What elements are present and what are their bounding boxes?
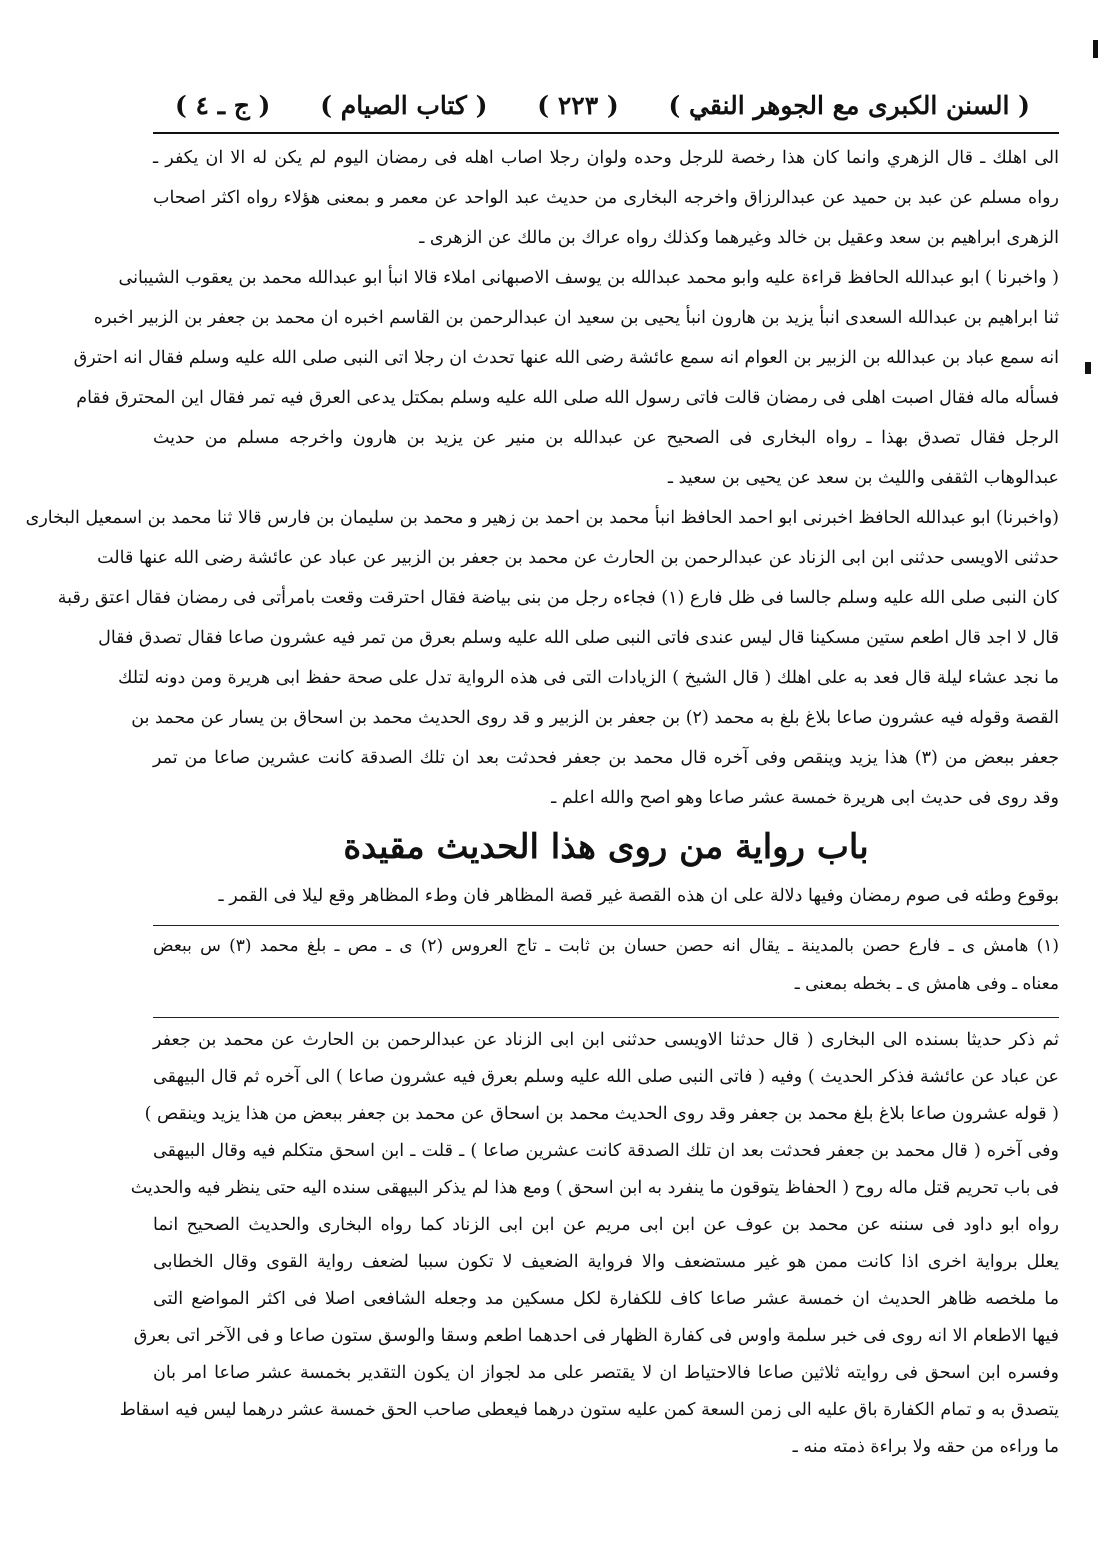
commentary-line: ثم ذكر حديثا بسنده الى البخارى ( قال حدثنا الاويسى حدثنى ابن ابى الزناد عن عبدالرحمن بن الحارث عن محمد بن جعفر	[153, 1030, 1059, 1050]
main-line: جعفر ببعض من (٣) هذا يزيد وينقص وفى آخره قال محمد بن جعفر فحدثت بعد ان تلك الصدقة كانت عشرين صاعا من تمر	[153, 748, 1060, 768]
main-line: عبدالوهاب الثقفى والليث بن سعد عن يحيى بن سعيد ـ	[667, 468, 1059, 488]
main-line: الى اهلك ـ قال الزهري وانما كان هذا رخصة للرجل وحده ولوان رجلا اصاب اهله فى رمضان اليوم لم يكن له الا ان يكفر ـ	[153, 148, 1059, 168]
commentary	[119, 1022, 1059, 1472]
commentary-line: وفى آخره ( قال محمد بن جعفر فحدثت بعد ان تلك الصدقة كانت عشرين صاعا ) ـ قلت ـ ابن اسحق متكلم فيه وقال البيهقى	[153, 1141, 1059, 1161]
header-title: ( السنن الكبرى مع الجوهر النقي )	[668, 90, 1030, 120]
main-line: كان النبى صلى الله عليه وسلم جالسا فى ظل فارع (١) فجاءه رجل من بنى بياضة فقال احترقت وقعت بامرأتى فى رمضان فقال اعتق رقبة	[57, 588, 1059, 608]
commentary-line: ( قوله عشرون صاعا بلاغ بلغ محمد بن جعفر وقد روى الحديث محمد بن اسحاق عن محمد بن جعفر ببعض من هذا يزيد وينقص )	[144, 1104, 1059, 1124]
commentary-line: فى باب تحريم قتل ماله روح ( الحفاظ يتوقون ما ينفرد به ابن اسحق ) ومع هذا لم يذكر البيهقى سنده اليه حتى ينظر فيه والحديث	[130, 1178, 1059, 1198]
header-rule	[153, 132, 1059, 134]
header-page-number: ( ٢٢٣ )	[537, 90, 619, 120]
header-volume: ( ج ـ ٤ )	[175, 90, 271, 120]
main-line: انه سمع عباد بن عبدالله بن الزبير بن العوام انه سمع عائشة رضى الله عنها تحدث ان رجلا اتى النبى صلى الله عليه وسلم فقال انه احترق	[73, 348, 1059, 368]
main-line: الرجل فقال تصدق بهذا ـ رواه البخارى فى الصحيح عن عبدالله بن منير عن يزيد بن هارون واخرجه مسلم من حديث	[153, 428, 1059, 448]
commentary-line: ما وراءه من حقه ولا براءة ذمته منه ـ	[792, 1437, 1059, 1457]
commentary-line: يتصدق به و تمام الكفارة باق عليه الى زمن السعة كمن عليه ستون درهما فيعطى صاحب الحق خمسة عشر درهما ليس فيه اسقاط	[119, 1400, 1059, 1420]
commentary-line: رواه ابو داود فى سننه عن محمد بن عوف عن ابن ابى مريم عن ابن ابى الزناد كما رواه البخارى والحديث الصحيح انما	[153, 1215, 1059, 1235]
commentary-line: يعلل برواية اخرى اذا كانت ممن هو غير مستضعف والا فرواية الضعيف لا تكون سببا لضعف رواية القوى وقال الخطابى	[153, 1252, 1059, 1272]
main-line: ( واخبرنا ) ابو عبدالله الحافظ قراءة عليه وابو محمد عبدالله بن يوسف الاصبهانى املاء قالا انبأ ابو عبدالله محمد بن يعقوب الشيبانى	[118, 268, 1059, 288]
commentary-line: وفسره ابن اسحق فى روايته ثلاثين صاعا فالاحتياط ان لا يقتصر على مد لجواز ان يكون التقدير بخمسة عشر صاعا امر بان	[153, 1363, 1059, 1383]
main-line: رواه مسلم عن عبد بن حميد عن عبدالرزاق واخرجه البخارى من حديث عبد الواحد عن معمر و بمعنى هؤلاء رواه اكثر اصحاب	[153, 188, 1059, 208]
chapter-title: باب رواية من روى هذا الحديث مقيدة	[343, 827, 869, 867]
commentary-line: فيها الاطعام الا انه روى فى خبر سلمة واوس فى كفارة الظهار فى احدهما اطعم وسقا والوسق ستون صاعا و فى الآخر اتى بعرق	[133, 1326, 1059, 1346]
chapter-subtitle-block	[153, 878, 1059, 918]
main-line: ما نجد عشاء ليلة قال فعد به على اهلك ( قال الشيخ ) الزيادات التى فى هذه الرواية تدل على صحة حفظ ابى هريرة ومن دونه لتلك	[118, 668, 1059, 688]
footnotes	[153, 928, 1059, 1008]
main-text	[25, 140, 1060, 820]
main-line: ثنا ابراهيم بن عبدالله السعدى انبأ يزيد بن هارون انبأ يحيى بن سعيد ان عبدالرحمن بن القاسم اخبره ان محمد بن جعفر بن الزبير اخبره	[93, 308, 1059, 328]
main-line: فسأله ماله فقال اصبت اهلى فى رمضان قالت فاتى رسول الله صلى الله عليه وسلم بمكتل يدعى العرق فيه تمر فقال اين المحترق فقام	[76, 388, 1059, 408]
chapter-subtitle: بوقوع وطئه فى صوم رمضان وفيها دلالة على ان هذه القصة غير قصة المظاهر فان وطء المظاهر وقع ليلا فى القمر ـ	[218, 886, 1059, 906]
main-line: (واخبرنا) ابو عبدالله الحافظ اخبرنى ابو احمد الحافظ انبأ محمد بن احمد بن زهير و محمد بن سليمان بن فارس قالا ثنا محمد بن اسمعيل البخارى	[25, 508, 1059, 528]
margin-mark-middle	[1085, 362, 1091, 374]
footnote-line: معناه ـ وفى هامش ى ـ بخطه بمعنى ـ	[794, 974, 1059, 994]
main-line: الزهرى ابراهيم بن سعد وعقيل بن خالد وغيرهما وكذلك رواه عراك بن مالك عن الزهرى ـ	[419, 228, 1059, 248]
commentary-line: ما ملخصه ظاهر الحديث ان خمسة عشر صاعا كاف للكفارة لكل مسكين مد وجعله الشافعى اصلا فى اكثر المواضع التى	[153, 1289, 1059, 1309]
main-line: وقد روى فى حديث ابى هريرة خمسة عشر صاعا وهو اصح والله اعلم ـ	[551, 788, 1059, 808]
commentary-rule	[153, 1017, 1059, 1018]
footnote-line: (١) هامش ى ـ فارع حصن بالمدينة ـ يقال انه حصن حسان بن ثابت ـ تاج العروس (٢) ى ـ مص ـ بلغ محمد (٣) س ببعض	[153, 936, 1059, 956]
footnote-rule	[153, 925, 1059, 926]
header-book: ( كتاب الصيام )	[320, 90, 488, 120]
main-line: القصة وقوله فيه عشرون صاعا بلاغ بلغ به محمد (٢) بن جعفر بن الزبير و قد روى الحديث محمد بن اسحاق بن يسار عن محمد بن	[131, 708, 1059, 728]
main-line: حدثنى الاويسى حدثنى ابن ابى الزناد عن عبدالرحمن بن الحارث عن محمد بن جعفر بن الزبير عن عباد عن عائشة رضى الله عنها قالت	[97, 548, 1059, 568]
commentary-line: عن عباد عن عائشة فذكر الحديث ) وفيه ( فاتى النبى صلى الله عليه وسلم بعرق فيه عشرون صاعا ) الى آخره ثم قال البيهقى	[153, 1067, 1059, 1087]
main-line: قال لا اجد قال اطعم ستين مسكينا قال ليس عندى فاتى النبى صلى الله عليه وسلم بعرق من تمر فيه عشرون صاعا فقال تصدق فقال	[98, 628, 1059, 648]
margin-mark-top	[1093, 40, 1098, 58]
running-header	[175, 82, 1030, 128]
